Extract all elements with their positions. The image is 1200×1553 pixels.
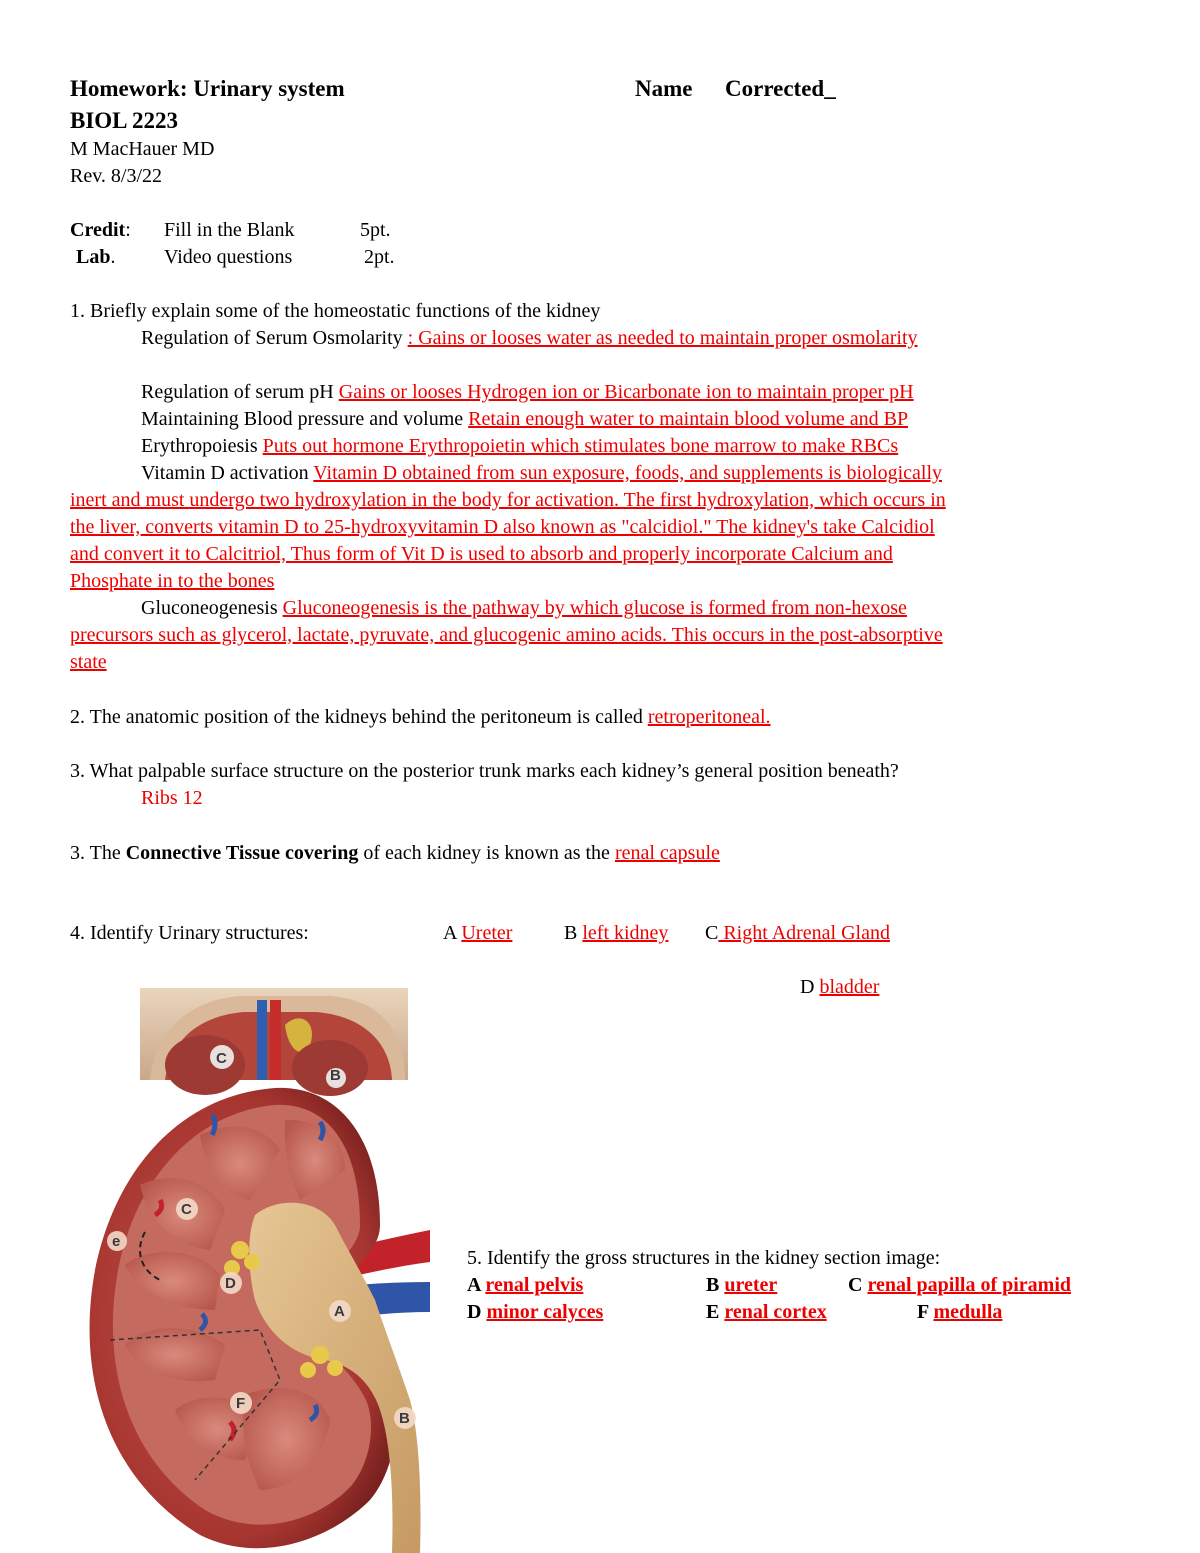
q1-gluco-answer-line-2: precursors such as glycerol, lactate, pyruvate, and glucogenic amino acids. This occurs in the post-absorptive <box>70 624 943 646</box>
q1-gluco-answer-line-3: state <box>70 651 107 673</box>
revision: Rev. 8/3/22 <box>70 165 163 187</box>
q5-d-answer: minor calyces <box>486 1301 604 1323</box>
q1-vitd-answer-line-1: Vitamin D obtained from sun exposure, foods, and supplements is biologically <box>313 462 942 484</box>
q3b-prompt-end: of each kidney is known as the <box>358 842 615 864</box>
q1-gluco-label: Gluconeogenesis <box>141 597 283 619</box>
q1-ph-answer: Gains or looses Hydrogen ion or Bicarbonate ion to maintain proper pH <box>338 381 914 403</box>
q3a-prompt: 3. What palpable surface structure on the posterior trunk marks each kidney’s general position beneath? <box>70 760 899 782</box>
q1-ery-label: Erythropoiesis <box>141 435 263 457</box>
q5-prompt: 5. Identify the gross structures in the kidney section image: <box>467 1247 941 1269</box>
q4-prompt: 4. Identify Urinary structures: <box>70 922 309 944</box>
q5-d-label: D <box>467 1301 487 1323</box>
q4-c-answer: Right Adrenal Gland <box>718 922 890 944</box>
q1-osmolarity-label: Regulation of Serum Osmolarity <box>141 327 408 349</box>
q1-vitd-answer-line-4: and convert it to Calcitriol, Thus form of Vit D is used to absorb and properly incorporate Calcium and <box>70 543 893 565</box>
q1-ery-answer: Puts out hormone Erythropoietin which stimulates bone marrow to make RBCs <box>262 435 899 457</box>
q5-b-label: B <box>706 1274 725 1296</box>
q1-vitd-answer-line-2: inert and must undergo two hydroxylation in the body for activation. The first hydroxylation, which occurs in <box>70 489 946 511</box>
kidney-label-f: F <box>236 1395 246 1412</box>
author: M MacHauer MD <box>70 138 215 160</box>
name-value: Corrected_ <box>725 76 836 101</box>
q5-f-label: F <box>917 1301 934 1323</box>
q4-a-label: A <box>443 922 462 944</box>
q4-c-label: C <box>705 922 719 944</box>
kidney-section <box>90 1088 430 1553</box>
q1-vitd-label: Vitamin D activation <box>141 462 314 484</box>
kidney-label-b: B <box>399 1410 410 1427</box>
q4-b-answer: left kidney <box>582 922 669 944</box>
torso-label-c: C <box>216 1050 227 1067</box>
q5-a-label: A <box>467 1274 486 1296</box>
torso-label-b: B <box>330 1067 341 1084</box>
kidney-label-c: C <box>181 1201 192 1218</box>
q3b-prompt-bold: Connective Tissue covering <box>125 842 359 864</box>
q5-f-answer: medulla <box>933 1301 1003 1323</box>
document-title: Homework: Urinary system <box>70 76 345 101</box>
name-label: Name <box>635 76 693 101</box>
q1-vitd-answer-line-3: the liver, converts vitamin D to 25-hydroxyvitamin D also known as "calcidiol." The kidney's take Calcidiol <box>70 516 935 538</box>
credit-points-1: 5pt. <box>360 219 391 241</box>
q5-b-answer: ureter <box>724 1274 778 1296</box>
q3b-prompt-start: 3. The <box>70 842 126 864</box>
kidney-label-d: D <box>225 1275 236 1292</box>
q1-osmolarity-answer: : Gains or looses water as needed to maintain proper osmolarity <box>407 327 918 349</box>
q1-bp-label: Maintaining Blood pressure and volume <box>141 408 469 430</box>
q4-d-label: D <box>800 976 820 998</box>
q5-c-answer: renal papilla of piramid <box>867 1274 1071 1296</box>
q3b-answer: renal capsule <box>614 842 720 864</box>
credit-colon: : <box>125 219 131 241</box>
q5-e-label: E <box>706 1301 725 1323</box>
q5-a-answer: renal pelvis <box>485 1274 584 1296</box>
course-code: BIOL 2223 <box>70 108 179 133</box>
torso-illustration <box>140 988 408 1096</box>
q4-d-answer: bladder <box>819 976 880 998</box>
q5-e-answer: renal cortex <box>724 1301 827 1323</box>
kidney-label-a: A <box>334 1303 345 1320</box>
q2-answer: retroperitoneal. <box>647 706 771 728</box>
q1-gluco-answer-line-1: Gluconeogenesis is the pathway by which glucose is formed from non-hexose <box>282 597 907 619</box>
credit-item-2: Video questions <box>164 246 293 268</box>
credit-label: Credit <box>70 219 126 241</box>
q4-a-answer: Ureter <box>461 922 513 944</box>
credit-points-2: 2pt. <box>364 246 395 268</box>
q1-bp-answer: Retain enough water to maintain blood volume and BP <box>468 408 909 430</box>
kidney-label-e: e <box>112 1233 121 1250</box>
lab-dot: . <box>110 246 116 268</box>
q2-prompt: 2. The anatomic position of the kidneys behind the peritoneum is called <box>70 706 648 728</box>
credit-item-1: Fill in the Blank <box>164 219 295 241</box>
q1-ph-label: Regulation of serum pH <box>141 381 339 403</box>
lab-label: Lab <box>76 246 111 268</box>
q1-vitd-answer-line-5: Phosphate in to the bones <box>70 570 275 592</box>
q4-b-label: B <box>564 922 583 944</box>
q5-c-label: C <box>848 1274 868 1296</box>
q3a-answer: Ribs 12 <box>141 787 203 809</box>
q1-prompt: 1. Briefly explain some of the homeostatic functions of the kidney <box>70 300 601 322</box>
